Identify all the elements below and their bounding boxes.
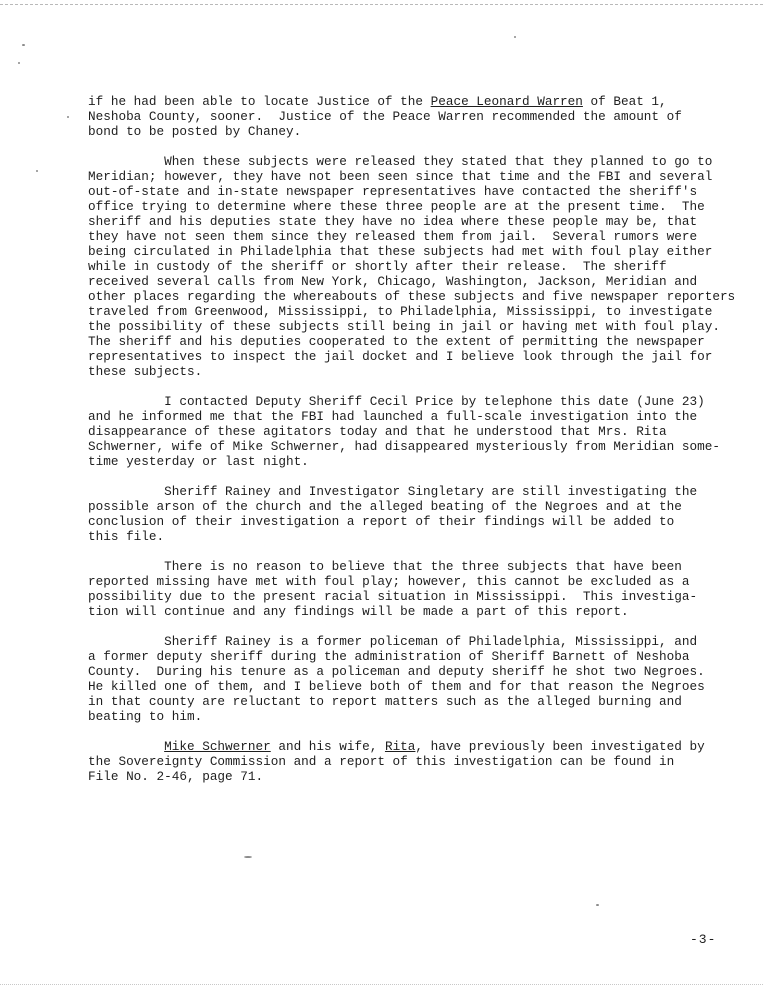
text-run: Sheriff Rainey is a former policeman of Philadelphia, Mississippi, and — [88, 634, 698, 649]
text-line — [88, 679, 705, 694]
text-line — [88, 169, 712, 184]
text-run: in that county are reluctant to report matters such as the alleged burning and — [88, 694, 682, 709]
text-run: I contacted Deputy Sheriff Cecil Price by telephone this date (June 23) — [88, 394, 705, 409]
text-run: this file. — [88, 529, 165, 544]
paragraph — [88, 559, 728, 619]
text-run: When these subjects were released they stated that they planned to go to — [88, 154, 713, 169]
margin-speck — [514, 36, 516, 38]
margin-speck — [18, 62, 20, 64]
text-line — [88, 694, 682, 709]
margin-speck — [36, 170, 38, 172]
paragraph — [88, 94, 728, 139]
text-run: out-of-state and in-state newspaper representatives have contacted the sheriff's — [88, 184, 698, 199]
text-line — [88, 124, 301, 139]
margin-speck — [22, 44, 25, 46]
underlined-text: Peace Leonard Warren — [430, 94, 583, 109]
text-line — [88, 769, 263, 784]
top-rule — [0, 4, 763, 5]
text-line — [88, 319, 720, 334]
margin-speck — [67, 116, 69, 118]
paragraph — [88, 739, 728, 784]
text-run: Schwerner, wife of Mike Schwerner, had disappeared mysteriously from Meridian some- — [88, 439, 720, 454]
text-line — [88, 604, 629, 619]
text-run: bond to be posted by Chaney. — [88, 124, 302, 139]
document-body — [88, 94, 736, 799]
text-line — [88, 214, 697, 229]
text-run: sheriff and his deputies state they have no idea where these people may be, that — [88, 214, 698, 229]
text-line — [88, 109, 682, 124]
text-line — [88, 739, 705, 754]
text-run: of Beat 1, — [582, 94, 667, 109]
text-line — [88, 349, 712, 364]
text-run: reported missing have met with foul play; however, this cannot be excluded as a — [88, 574, 690, 589]
text-run: being circulated in Philadelphia that these subjects had met with foul play either — [88, 244, 713, 259]
text-line — [88, 514, 674, 529]
text-run: beating to him. — [88, 709, 203, 724]
text-run: disappearance of these agitators today and that he understood that Mrs. Rita — [88, 424, 667, 439]
bottom-rule — [0, 984, 763, 985]
text-line — [88, 589, 697, 604]
text-run: and he informed me that the FBI had launched a full-scale investigation into the — [88, 409, 698, 424]
text-line — [88, 454, 309, 469]
text-run: Sheriff Rainey and Investigator Singletary are still investigating the — [88, 484, 698, 499]
text-run: possibility due to the present racial situation in Mississippi. This investiga- — [88, 589, 698, 604]
margin-speck — [596, 904, 599, 906]
text-line — [88, 484, 697, 499]
text-line — [88, 94, 667, 109]
text-line — [88, 304, 712, 319]
underlined-text: Mike Schwerner — [164, 739, 271, 754]
text-run: , have previously been investigated by — [415, 739, 705, 754]
underlined-text: Rita — [384, 739, 416, 754]
text-run: Neshoba County, sooner. Justice of the Peace Warren recommended the amount of — [88, 109, 682, 124]
text-run: tion will continue and any findings will be made a part of this report. — [88, 604, 629, 619]
text-run — [88, 739, 164, 754]
page-number: -3- — [690, 932, 717, 947]
text-line — [88, 334, 705, 349]
text-line — [88, 409, 697, 424]
text-run: if he had been able to locate Justice of the — [88, 94, 431, 109]
paragraph — [88, 154, 736, 379]
text-line — [88, 394, 705, 409]
paragraph — [88, 634, 728, 724]
text-line — [88, 754, 674, 769]
text-line — [88, 634, 697, 649]
margin-speck — [244, 856, 252, 858]
text-run: traveled from Greenwood, Mississippi, to Philadelphia, Mississippi, to investigate — [88, 304, 713, 319]
text-line — [88, 199, 705, 214]
text-run: Meridian; however, they have not been seen since that time and the FBI and several — [88, 169, 713, 184]
text-run: received several calls from New York, Chicago, Washington, Jackson, Meridian and — [88, 274, 698, 289]
text-run: conclusion of their investigation a report of their findings will be added to — [88, 514, 675, 529]
text-run: There is no reason to believe that the three subjects that have been — [88, 559, 682, 574]
text-line — [88, 709, 202, 724]
text-line — [88, 649, 690, 664]
text-run: the Sovereignty Commission and a report of this investigation can be found in — [88, 754, 675, 769]
text-line — [88, 559, 682, 574]
text-run: while in custody of the sheriff or shortly after their release. The sheriff — [88, 259, 667, 274]
text-line — [88, 244, 712, 259]
text-run: other places regarding the whereabouts of these subjects and five newspaper reporters — [88, 289, 736, 304]
text-line — [88, 664, 705, 679]
text-run: The sheriff and his deputies cooperated to the extent of permitting the newspaper — [88, 334, 705, 349]
text-line — [88, 499, 682, 514]
text-run: time yesterday or last night. — [88, 454, 309, 469]
paragraph — [88, 484, 728, 544]
text-run: office trying to determine where these three people are at the present time. The — [88, 199, 705, 214]
text-run: File No. 2-46, page 71. — [88, 769, 264, 784]
text-line — [88, 529, 164, 544]
text-line — [88, 364, 202, 379]
text-run: the possibility of these subjects still being in jail or having met with foul play. — [88, 319, 720, 334]
text-line — [88, 259, 667, 274]
text-line — [88, 289, 735, 304]
text-run: representatives to inspect the jail docket and I believe look through the jail for — [88, 349, 713, 364]
text-line — [88, 574, 690, 589]
text-line — [88, 154, 712, 169]
text-line — [88, 424, 667, 439]
text-run: these subjects. — [88, 364, 203, 379]
text-run: they have not seen them since they released them from jail. Several rumors were — [88, 229, 698, 244]
text-run: a former deputy sheriff during the administration of Sheriff Barnett of Neshoba — [88, 649, 690, 664]
paragraph — [88, 394, 728, 469]
text-run: and his wife, — [270, 739, 385, 754]
text-run: possible arson of the church and the alleged beating of the Negroes and at the — [88, 499, 682, 514]
text-line — [88, 184, 697, 199]
text-run: He killed one of them, and I believe both of them and for that reason the Negroes — [88, 679, 705, 694]
text-line — [88, 439, 720, 454]
text-line — [88, 229, 697, 244]
text-line — [88, 274, 697, 289]
text-run: County. During his tenure as a policeman and deputy sheriff he shot two Negroes. — [88, 664, 705, 679]
